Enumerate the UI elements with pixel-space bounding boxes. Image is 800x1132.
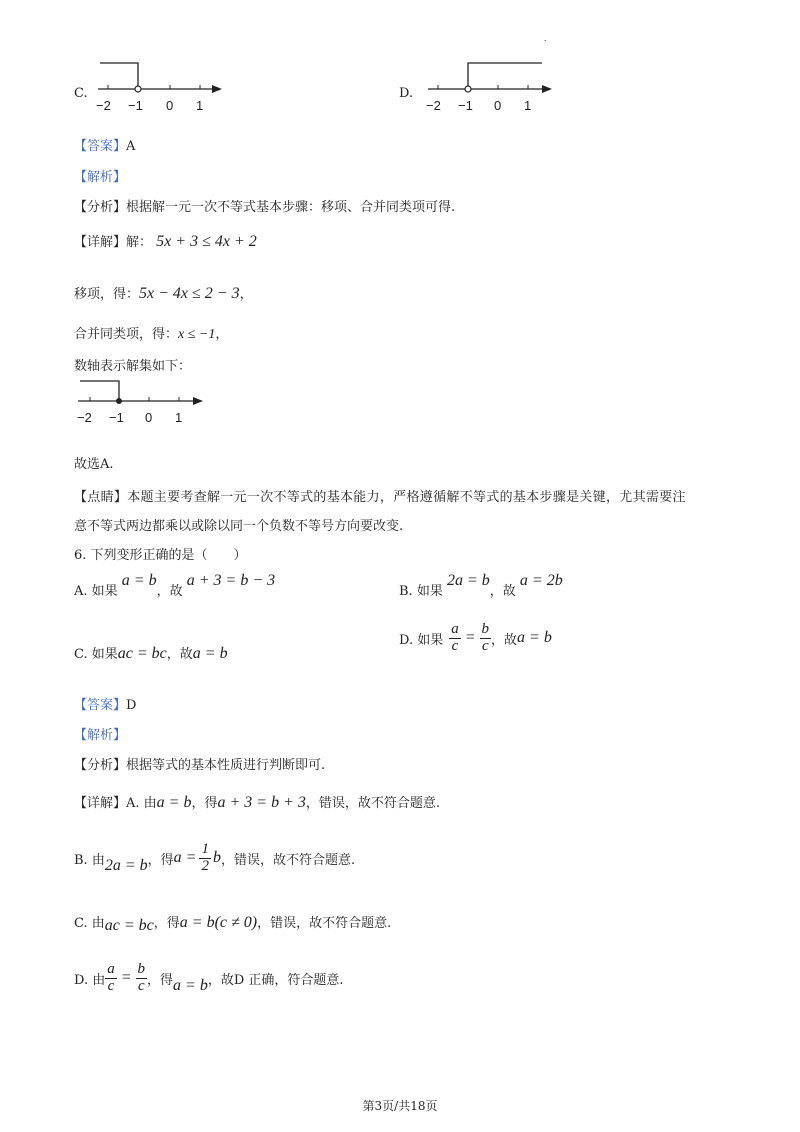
svg-text:−2: −2	[77, 410, 92, 425]
svg-text:1: 1	[175, 410, 183, 425]
fraction-b-over-c: $\frac{b}{c}$	[481, 621, 490, 654]
option-condition: ac = bc	[117, 645, 167, 662]
option-result: a = b	[517, 629, 552, 647]
q5-comment-line1	[74, 486, 686, 505]
q6-option-d: D. 如果 $\frac{a}{c}$ = $\frac{b}{c}$ ，故 a = b	[399, 621, 552, 654]
detail-pre: B. 由	[74, 852, 105, 868]
svg-text:−1: −1	[458, 98, 473, 113]
answer-value: D	[126, 698, 137, 713]
option-condition: a = b	[121, 572, 157, 589]
detail-prefix: 解：	[126, 235, 153, 250]
detail-post: ，错误，故不符合题意.	[257, 916, 392, 931]
answer-value: A	[126, 139, 136, 154]
detail-expr-2: a + 3 = b + 3	[217, 794, 306, 811]
q5-fenxi	[74, 196, 455, 215]
svg-text:−1: −1	[109, 410, 124, 425]
svg-text:1: 1	[196, 98, 204, 113]
step-suffix: ，	[215, 327, 229, 342]
option-d-label: D.	[399, 86, 414, 101]
question-6-stem: 6. 下列变形正确的是（ ）	[74, 548, 247, 563]
step-text: 移项，得：	[74, 287, 140, 302]
option-result: a = 2b	[519, 572, 563, 589]
option-d-number-line	[420, 56, 560, 118]
q5-answer	[74, 135, 135, 154]
step-text: 合并同类项，得：	[74, 327, 179, 342]
analysis-tag: 【解析】	[74, 170, 127, 185]
detail-expr-right: b	[212, 849, 221, 867]
q6-detail-c	[74, 912, 391, 932]
detail-expr-left: a =	[173, 849, 197, 867]
detail-mid: ，得	[191, 796, 218, 811]
comment-tag: 【点睛】	[74, 490, 128, 505]
detail-post: ，故D 正确，符合题意.	[207, 972, 344, 988]
detail-expression: 5x + 3 ≤ 4x + 2	[156, 233, 257, 250]
q6-detail-d: D. 由 $\frac{a}{c}$ = $\frac{b}{c}$ ，得 a = b ，故D 正确，符合题意.	[74, 961, 344, 995]
option-label: B. 如果	[399, 584, 443, 599]
fenxi-tag: 【分析】	[74, 200, 127, 215]
q6-detail-b	[74, 842, 355, 875]
q5-step3: 数轴表示解集如下：	[74, 359, 192, 374]
detail-mid: ，得	[147, 852, 174, 868]
option-condition: 2a = b	[446, 572, 490, 589]
svg-text:0: 0	[494, 98, 502, 113]
detail-tag: 【详解】	[74, 796, 127, 811]
fraction-a-over-c: $\frac{a}{c}$	[451, 621, 459, 654]
step-suffix: ，	[239, 287, 253, 302]
detail-expr-2: a = b(c ≠ 0)	[179, 914, 258, 931]
detail-post: ，错误，故不符合题意.	[305, 796, 441, 811]
page-footer: 第3页/共18页	[362, 1099, 438, 1113]
detail-post: ，错误，故不符合题意.	[220, 852, 356, 868]
q5-conclusion: 故选A.	[74, 457, 114, 472]
option-label: A. 如果	[74, 584, 118, 599]
q6-option-c	[74, 643, 228, 663]
option-mid: ，故	[491, 632, 518, 648]
fraction-one-half: $\frac{1}{2}$	[201, 841, 209, 874]
detail-expr-1: a = b	[156, 794, 192, 811]
fraction-b-over-c: $\frac{b}{c}$	[137, 961, 146, 994]
step-expression: 5x − 4x ≤ 2 − 3	[139, 285, 240, 302]
detail-expr-2: a = b	[173, 977, 208, 995]
detail-pre: D. 由	[74, 972, 106, 988]
solution-number-line	[72, 374, 212, 426]
q6-analysis-tag: 【解析】	[74, 728, 127, 743]
fraction-a-over-c: $\frac{a}{c}$	[107, 961, 115, 994]
fenxi-text: 根据解一元一次不等式基本步骤：移项、合并同类项可得.	[126, 200, 456, 215]
option-mid: ，故	[166, 647, 193, 662]
comment-text: 本题主要考查解一元一次不等式的基本能力，严格遵循解不等式的基本步骤是关键，尤其需要注	[127, 490, 686, 505]
q6-fenxi	[74, 754, 325, 773]
answer-tag: 【答案】	[74, 139, 127, 154]
q5-comment-line2: 意不等式两边都乘以或除以同一个负数不等号方向要改变.	[74, 519, 404, 534]
q5-step2	[74, 323, 228, 343]
detail-expr-1: 2a = b	[104, 857, 148, 875]
svg-text:0: 0	[145, 410, 153, 425]
q6-option-a	[74, 572, 276, 600]
q6-answer	[74, 694, 136, 713]
fenxi-text: 根据等式的基本性质进行判断即可.	[126, 758, 326, 773]
detail-mid: ，得	[147, 972, 174, 988]
detail-pre: C. 由	[74, 916, 105, 931]
svg-text:−2: −2	[96, 98, 111, 113]
scan-dot: .	[544, 34, 547, 43]
svg-text:0: 0	[166, 98, 174, 113]
q5-step1	[74, 283, 253, 303]
detail-tag: 【详解】	[74, 235, 127, 250]
q6-detail-a	[74, 792, 440, 812]
option-c-label: C.	[74, 86, 88, 101]
option-result: a + 3 = b − 3	[186, 572, 276, 589]
option-label: C. 如果	[74, 647, 118, 662]
step-expression: x ≤ −1	[178, 327, 216, 342]
option-result: a = b	[192, 645, 228, 662]
q5-detail	[74, 231, 257, 251]
detail-expr-1: ac = bc	[104, 917, 154, 934]
svg-text:−2: −2	[426, 98, 441, 113]
svg-text:1: 1	[524, 98, 532, 113]
detail-mid: ，得	[153, 916, 180, 931]
option-mid: ，故	[489, 584, 516, 599]
detail-pre: A. 由	[126, 796, 157, 811]
fenxi-tag: 【分析】	[74, 758, 127, 773]
svg-text:−1: −1	[128, 98, 143, 113]
option-c-number-line	[92, 56, 232, 118]
option-mid: ，故	[156, 584, 183, 599]
option-label: D. 如果	[399, 632, 444, 648]
answer-tag: 【答案】	[74, 698, 127, 713]
q6-option-b	[399, 572, 563, 600]
